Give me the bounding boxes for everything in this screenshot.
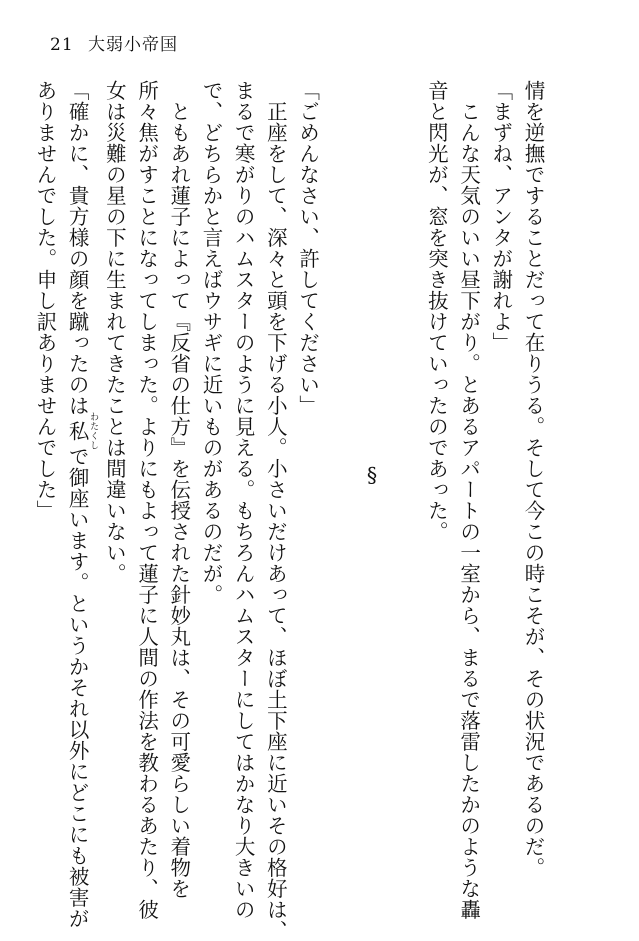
page-header: [50, 30, 178, 55]
text-column: 正座をして、深々と頭を下げる小人。小さいだけあって、ほぼ土下座に近いその格好は、: [263, 80, 288, 941]
text-column: ありませんでした。申し訳ありませんでした」: [32, 80, 57, 521]
ruby-reading: わたくし: [88, 412, 99, 450]
text-column: こんな天気のいい昼下がり。とあるアパートの一室から、まるで落雷したかのような轟: [456, 80, 481, 920]
text-column: 「まずね、アンタが謝れよ」: [488, 80, 513, 353]
text-column-with-ruby: [61, 80, 99, 929]
text-column: 音と閃光が、窓を突き抜けていったのであった。: [424, 80, 449, 542]
text-column: で、どちらかと言えばウサギに近いものがあるのだが。: [198, 80, 223, 605]
text-column: 「ごめんなさい、許してください」: [295, 80, 320, 416]
text-column: 所々焦がすことになってしまった。よりにもよって蓮子に人間の作法を教わるあたり、彼: [134, 80, 159, 920]
ruby-base: 私: [65, 412, 90, 450]
text-column: まるで寒がりのハムスターのように見える。もちろんハムスターにしてはかなり大きいの: [231, 80, 256, 920]
page-number: 21: [50, 35, 74, 55]
text-column: 情を逆撫ですることだって在りうる。そして今この時こそが、その状況であるのだ。: [521, 80, 545, 878]
text-column: ともあれ蓮子によって『反省の仕方』を伝授された針妙丸は、その可愛らしい着物を: [166, 80, 191, 899]
vertical-text-body: [29, 80, 549, 941]
section-separator: §: [359, 462, 384, 488]
chapter-title: 大弱小帝国: [88, 35, 179, 55]
ruby-annotation: [65, 412, 99, 450]
blank-column: [324, 80, 356, 870]
ruby-line-before: 「確かに、貴方様の顔を蹴ったのは: [65, 80, 90, 416]
text-column: 女は災難の星の下に生まれてきたことは間違いない。: [102, 80, 127, 584]
blank-column: [388, 80, 420, 870]
ruby-line-after: で御座います。というかそれ以外にどこにも被害が: [65, 446, 90, 929]
